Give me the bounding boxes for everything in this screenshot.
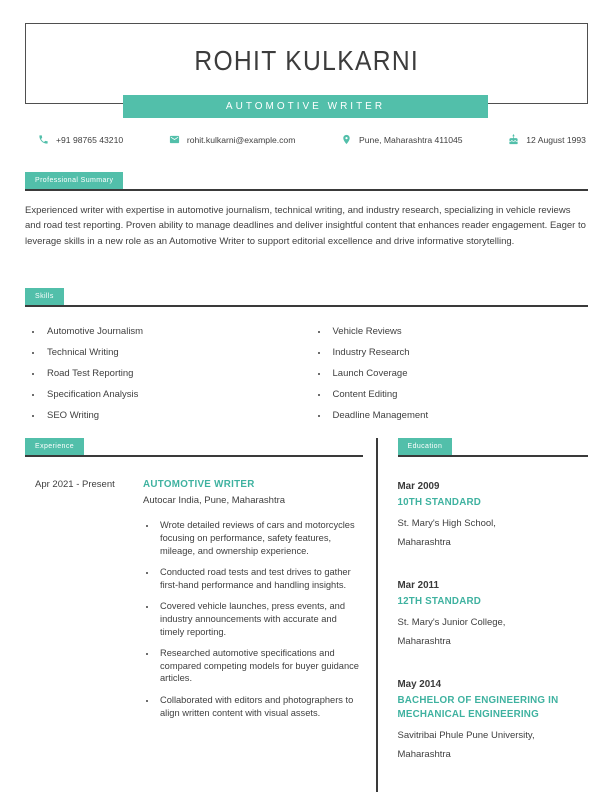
contact-phone-text: +91 98765 43210 [56,134,124,145]
skill-item: • Launch Coverage [329,368,589,379]
contact-location [341,134,463,145]
vertical-divider [376,438,378,792]
phone-icon [38,134,49,145]
education-entry [398,580,589,651]
main-columns [25,438,588,792]
section-professional-summary [25,172,588,249]
education-date: May 2014 [397,679,442,690]
skill-item: • Technical Writing [43,347,307,358]
contact-email [169,134,296,145]
skills-list-left [25,316,307,421]
header-name-box [25,23,588,104]
education-school-line: St. Mary's High School, [397,518,496,529]
experience-body [143,479,363,728]
section-tab-skills: Skills [25,288,64,305]
experience-entry [25,479,363,728]
contact-row [38,134,586,145]
job-title-banner: AUTOMOTIVE WRITER [123,95,488,118]
education-region-line: Maharashtra [397,536,451,548]
section-tab-professional-summary: Professional Summary [25,172,123,189]
education-date: Mar 2009 [397,481,440,492]
education-date: Mar 2011 [397,580,439,591]
experience-bullet-list [143,519,359,719]
experience-bullet: • Covered vehicle launches, press events, and industry announcements with accurate and timely reporting. [157,600,359,638]
skill-item: • Vehicle Reviews [329,326,589,337]
education-degree: 10TH STANDARD [397,497,482,508]
section-education [398,438,589,792]
skill-item: • Specification Analysis [43,389,307,400]
skill-item: • Road Test Reporting [43,368,307,379]
summary-text: Experienced writer with expertise in automotive journalism, technical writing, and industry research, specializing in vehicle reviews and road test reporting. Proven ability to manage deadlines and deliver insightful content that enhances reader engagement. Eager to leverage skills in a new role as an Automotive Writer to support editorial excellence and drive informative storytelling. [25,205,586,247]
section-header-rule [25,172,588,191]
experience-bullet: • Collaborated with editors and photographers to align written content with visual assets. [157,694,359,720]
section-tab-experience: Experience [25,438,84,455]
skill-item: • Industry Research [329,347,589,358]
skill-item: • Content Editing [329,389,589,400]
section-header-rule [25,438,363,457]
contact-email-text: rohit.kulkarni@example.com [186,134,296,145]
education-degree: 12TH STANDARD [397,596,482,607]
map-pin-icon [341,134,352,145]
education-school-line: Savitribai Phule Pune University, [397,730,535,741]
skills-columns [25,316,588,421]
section-experience [25,438,363,792]
education-school [398,515,589,552]
skill-item: • Automotive Journalism [43,326,307,337]
education-school [398,614,589,651]
experience-job-title: AUTOMOTIVE WRITER [143,479,255,490]
education-region-line: Maharashtra [397,635,451,647]
education-school-line: St. Mary's Junior College, [397,617,506,628]
education-school [398,727,589,764]
education-entry [398,481,589,552]
experience-bullet: • Wrote detailed reviews of cars and motorcycles focusing on performance, safety features, mileage, and ownership experience. [157,519,359,557]
section-header-rule [25,288,588,307]
contact-phone [38,134,123,145]
skills-list-right [307,316,589,421]
envelope-icon [169,134,180,145]
education-entry [398,679,589,764]
birthday-cake-icon [508,134,519,145]
experience-bullet: • Conducted road tests and test drives to gather first-hand performance and handling insights. [157,566,359,592]
skill-item: • Deadline Management [329,410,589,421]
section-tab-education: Education [398,438,453,455]
section-skills [25,288,588,421]
education-degree: BACHELOR OF ENGINEERING IN MECHANICAL ENGINEERING [397,695,559,720]
experience-dates: Apr 2021 - Present [35,479,115,490]
education-region-line: Maharashtra [397,748,451,760]
contact-birthdate [508,134,586,145]
experience-bullet: • Researched automotive specifications and compared competing models for buyer guidance articles. [157,647,359,685]
contact-birthdate-text: 12 August 1993 [526,134,586,145]
skill-item: • SEO Writing [43,410,307,421]
experience-company: Autocar India, Pune, Maharashtra [143,495,286,506]
contact-location-text: Pune, Maharashtra 411045 [359,134,463,145]
section-header-rule [398,438,589,457]
page-title: ROHIT KULKARNI [194,44,419,76]
